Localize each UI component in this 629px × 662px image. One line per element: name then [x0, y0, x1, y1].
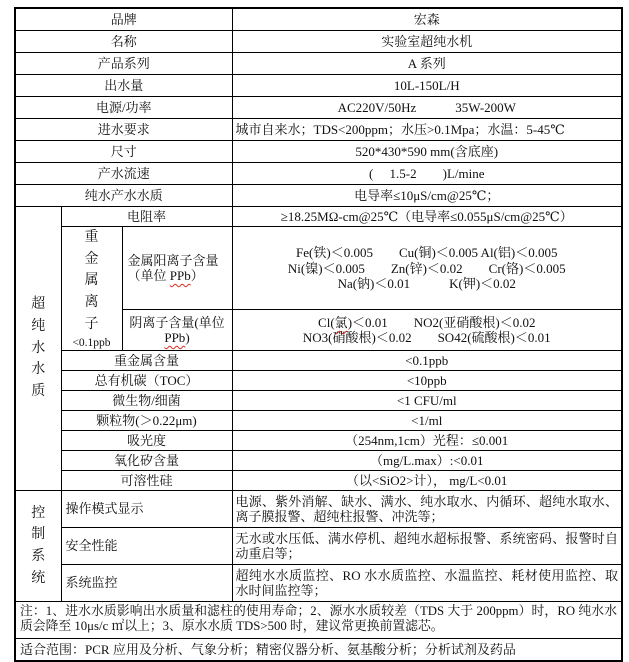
- table-row: [15, 411, 622, 431]
- series-label: 产品系列: [15, 53, 232, 75]
- size-label: 尺寸: [15, 141, 232, 163]
- table-row: [15, 119, 622, 141]
- control-section-title-text: 控制系统: [31, 505, 46, 586]
- operation-mode-label: 操作模式显示: [61, 491, 232, 528]
- toc-value: <10ppb: [232, 371, 622, 391]
- operation-mode-value: 电源、紫外消解、缺水、满水、纯水取水、内循环、超纯水取水、离子膜报警、超纯柱报警、冲洗等；: [232, 491, 622, 528]
- absorbance-value: （254nm,1cm）光程：≤0.001: [232, 431, 622, 451]
- table-row: [15, 31, 622, 53]
- cation-values: [232, 227, 622, 310]
- anion-line2: NO3(硝酸根)＜0.02 SO42(硫酸根)＜0.01: [302, 330, 551, 346]
- microbe-value: <1 CFU/ml: [232, 391, 622, 411]
- monitoring-label: 系统监控: [61, 565, 232, 602]
- brand-value: 宏森: [232, 8, 622, 31]
- name-label: 名称: [15, 31, 232, 53]
- size-value: 520*430*590 mm(含底座): [232, 141, 622, 163]
- cation-line1: Fe(铁)＜0.005 Cu(铜)＜0.005 Al(铝)＜0.005: [296, 245, 558, 261]
- microbe-label: 微生物/细菌: [61, 391, 232, 411]
- table-row: [15, 565, 622, 602]
- output-value: 10L-150L/H: [232, 75, 622, 97]
- absorbance-label: 吸光度: [61, 431, 232, 451]
- spellcheck-underline: PPb: [169, 268, 191, 284]
- table-row: [15, 207, 622, 227]
- table-row: [15, 528, 622, 565]
- power-label: 电源/功率: [15, 97, 232, 119]
- table-row: [15, 141, 622, 163]
- inlet-label: 进水要求: [15, 119, 232, 141]
- resistivity-value: ≥18.25MΩ-cm@25℃（电导率≤0.055μS/cm@25℃）: [232, 207, 622, 227]
- table-row: [15, 491, 622, 528]
- silica-value: （mg/L.max）:<0.01: [232, 451, 622, 471]
- table-row: [15, 185, 622, 207]
- scope-text: 适合范围：PCR 应用及分析、气象分析；精密仪器分析、氨基酸分析；分析试剂及药品: [15, 638, 622, 661]
- output-label: 出水量: [15, 75, 232, 97]
- purity-section-title-text: 超纯水水质: [31, 297, 46, 400]
- spec-sheet: [14, 7, 623, 662]
- resistivity-label: 电阻率: [61, 207, 232, 227]
- anion-values: [232, 310, 622, 351]
- particle-value: <1/ml: [232, 411, 622, 431]
- table-row: [15, 351, 622, 371]
- cation-label: 金属阳离子含量（单位 PPb）: [122, 227, 232, 310]
- anion-label: 阴离子含量(单位 PPb): [122, 310, 232, 351]
- table-row: [15, 97, 622, 119]
- heavy-metal-ion-subtitle: <0.1ppb: [72, 337, 111, 350]
- flow-label: 产水流速: [15, 163, 232, 185]
- table-row: [15, 451, 622, 471]
- table-row: [15, 163, 622, 185]
- purewater-value: 电导率≤10μS/cm@25℃；: [232, 185, 622, 207]
- control-section-title: [15, 491, 61, 602]
- spellcheck-underline: PPb: [164, 330, 186, 346]
- table-row: [15, 638, 622, 661]
- soluble-silicon-label: 可溶性硅: [61, 471, 232, 491]
- power-value: AC220V/50Hz 35W-200W: [232, 97, 622, 119]
- table-row: [15, 8, 622, 31]
- spec-table: [14, 7, 623, 662]
- table-row: [15, 75, 622, 97]
- heavy-metal-ion-chars: 重金属离子: [84, 230, 99, 332]
- flow-value: ( 1.5-2 )L/mine: [232, 163, 622, 185]
- table-row: [15, 227, 622, 310]
- silica-label: 氧化矽含量: [61, 451, 232, 471]
- table-row: [15, 471, 622, 491]
- series-value: A 系列: [232, 53, 622, 75]
- purity-section-title: [15, 207, 61, 491]
- monitoring-value: 超纯水水质监控、RO 水水质监控、水温监控、耗材使用监控、取水时间监控等；: [232, 565, 622, 602]
- heavymetal-content-value: <0.1ppb: [232, 351, 622, 371]
- table-row: [15, 53, 622, 75]
- table-row: [15, 431, 622, 451]
- inlet-value: 城市自来水；TDS<200ppm；水压>0.1Mpa；水温：5-45℃: [232, 119, 622, 141]
- table-row: [15, 371, 622, 391]
- note-text: 注：1、进水水质影响出水质量和滤柱的使用寿命；2、源水水质较差（TDS 大于 200ppm）时，RO 纯水水质会降至 10μs/c ㎡以上；3、原水水质 TDS>500 时，建议常更换前置滤芯。: [15, 602, 622, 639]
- brand-label: 品牌: [15, 8, 232, 31]
- spellcheck-underline: 氯: [334, 314, 348, 330]
- heavy-metal-ion-label: [61, 227, 122, 351]
- name-value: 实验室超纯水机: [232, 31, 622, 53]
- cation-line3: Na(钠)＜0.01 K(钾)＜0.02: [337, 275, 516, 291]
- table-row: [15, 391, 622, 411]
- safety-label: 安全性能: [61, 528, 232, 565]
- safety-value: 无水或水压低、满水停机、超纯水超标报警、系统密码、报警时自动重启等；: [232, 528, 622, 565]
- anion-line1: Cl(氯)＜0.01 NO2(亚硝酸根)＜0.02: [318, 314, 536, 330]
- cation-line2: Ni(镍)＜0.005 Zn(锌)＜0.02 Cr(铬)＜0.005: [287, 260, 566, 276]
- particle-label: 颗粒物(＞0.22μm): [61, 411, 232, 431]
- soluble-silicon-value: （以<SiO2>计）， mg/L<0.01: [232, 471, 622, 491]
- toc-label: 总有机碳（TOC）: [61, 371, 232, 391]
- purewater-label: 纯水产水水质: [15, 185, 232, 207]
- heavymetal-content-label: 重金属含量: [61, 351, 232, 371]
